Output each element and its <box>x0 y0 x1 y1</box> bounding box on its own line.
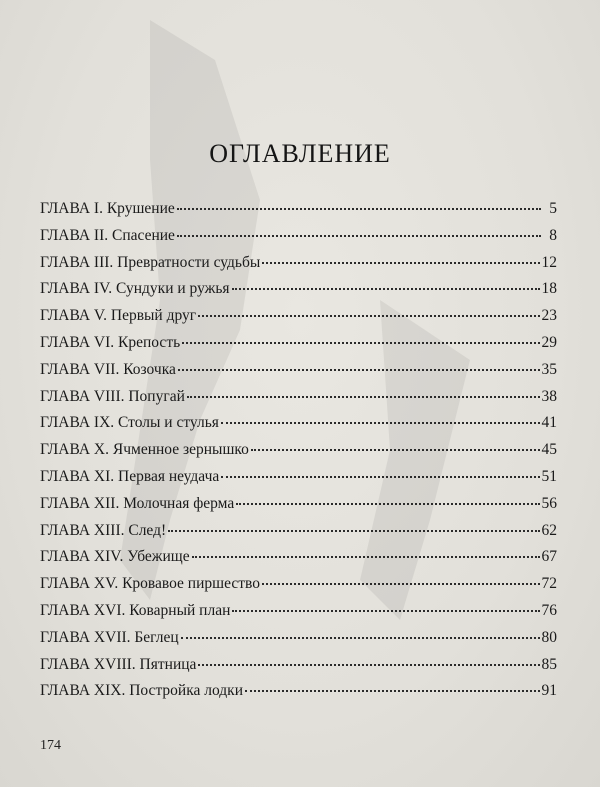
toc-page-number: 76 <box>541 601 557 619</box>
toc-chapter-title: ГЛАВА XIII. След! <box>40 521 167 539</box>
toc-chapter-title: ГЛАВА VI. Крепость <box>40 333 181 351</box>
toc-chapter-title: ГЛАВА III. Превратности судьбы <box>40 253 261 271</box>
show-through-text <box>40 0 600 150</box>
toc-entry[interactable] <box>40 682 557 709</box>
toc-dot-leader <box>192 556 540 558</box>
toc-dot-leader <box>245 690 540 692</box>
toc-entry[interactable] <box>40 361 557 388</box>
toc-page-number: 51 <box>541 467 557 485</box>
toc-page-number: 85 <box>541 655 557 673</box>
toc-page-number: 23 <box>541 307 557 325</box>
toc-page-number: 72 <box>541 575 557 593</box>
toc-chapter-title: ГЛАВА XVI. Коварный план <box>40 601 231 619</box>
toc-chapter-title: ГЛАВА VII. Козочка <box>40 360 176 378</box>
toc-chapter-title: ГЛАВА V. Первый друг <box>40 307 197 325</box>
toc-dot-leader <box>168 530 539 532</box>
toc-dot-leader <box>177 208 541 210</box>
toc-dot-leader <box>232 610 539 612</box>
toc-chapter-title: ГЛАВА XVIII. Пятница <box>40 655 197 673</box>
toc-entry[interactable] <box>40 280 557 307</box>
page-number: 174 <box>40 738 61 753</box>
toc-page-number: 80 <box>541 628 557 646</box>
toc-page-number: 56 <box>541 494 557 512</box>
toc-chapter-title: ГЛАВА XVII. Беглец <box>40 628 179 646</box>
toc-chapter-title: ГЛАВА X. Ячменное зернышко <box>40 441 249 459</box>
toc-chapter-title: ГЛАВА XIX. Постройка лодки <box>40 682 243 700</box>
toc-entry[interactable] <box>40 307 557 334</box>
toc-chapter-title: ГЛАВА XII. Молочная ферма <box>40 494 235 512</box>
toc-entry[interactable] <box>40 334 557 361</box>
toc-dot-leader <box>221 422 540 424</box>
toc-dot-leader <box>262 583 540 585</box>
toc-entry[interactable] <box>40 495 557 522</box>
toc-chapter-title: ГЛАВА XV. Кровавое пиршество <box>40 575 260 593</box>
toc-page-number: 41 <box>541 414 557 432</box>
toc-page-number: 38 <box>541 387 557 405</box>
page-title: ОГЛАВЛЕНИЕ <box>209 139 391 168</box>
toc-chapter-title: ГЛАВА XIV. Убежище <box>40 548 190 566</box>
toc-entry[interactable] <box>40 548 557 575</box>
toc-dot-leader <box>182 342 539 344</box>
toc-entry[interactable] <box>40 602 557 629</box>
toc-dot-leader <box>236 503 539 505</box>
toc-entry[interactable] <box>40 254 557 281</box>
toc-page-number: 8 <box>549 226 557 244</box>
toc-dot-leader <box>198 315 539 317</box>
toc-chapter-title: ГЛАВА IV. Сундуки и ружья <box>40 280 230 298</box>
toc-page-number: 5 <box>549 200 557 217</box>
toc-entry[interactable] <box>40 388 557 415</box>
toc-chapter-title: ГЛАВА IX. Столы и стулья <box>40 414 219 432</box>
toc-dot-leader <box>178 369 540 371</box>
toc-dot-leader <box>262 262 539 264</box>
toc-entry[interactable] <box>40 227 557 254</box>
toc-entry[interactable] <box>40 414 557 441</box>
toc-dot-leader <box>232 288 540 290</box>
toc-page-number: 67 <box>541 548 557 566</box>
toc-page-number: 45 <box>541 441 557 459</box>
toc-dot-leader <box>198 664 539 666</box>
toc-page-number: 18 <box>541 280 557 298</box>
toc-page-number: 29 <box>541 333 557 351</box>
toc-entry[interactable] <box>40 200 557 227</box>
table-of-contents <box>40 200 557 709</box>
toc-entry[interactable] <box>40 629 557 656</box>
toc-dot-leader <box>187 396 540 398</box>
toc-page-number: 62 <box>541 521 557 539</box>
toc-chapter-title: ГЛАВА XI. Первая неудача <box>40 467 220 485</box>
toc-page-number: 35 <box>541 360 557 378</box>
toc-entry[interactable] <box>40 522 557 549</box>
toc-page-number: 91 <box>541 682 557 700</box>
toc-entry[interactable] <box>40 656 557 683</box>
toc-dot-leader <box>177 235 541 237</box>
toc-dot-leader <box>181 637 540 639</box>
toc-chapter-title: ГЛАВА I. Крушение <box>40 200 175 217</box>
toc-chapter-title: ГЛАВА II. Спасение <box>40 226 175 244</box>
toc-entry[interactable] <box>40 575 557 602</box>
toc-entry[interactable] <box>40 468 557 495</box>
toc-page-number: 12 <box>541 253 557 271</box>
toc-dot-leader <box>251 449 540 451</box>
toc-dot-leader <box>221 476 539 478</box>
toc-chapter-title: ГЛАВА VIII. Попугай <box>40 387 185 405</box>
toc-entry[interactable] <box>40 441 557 468</box>
